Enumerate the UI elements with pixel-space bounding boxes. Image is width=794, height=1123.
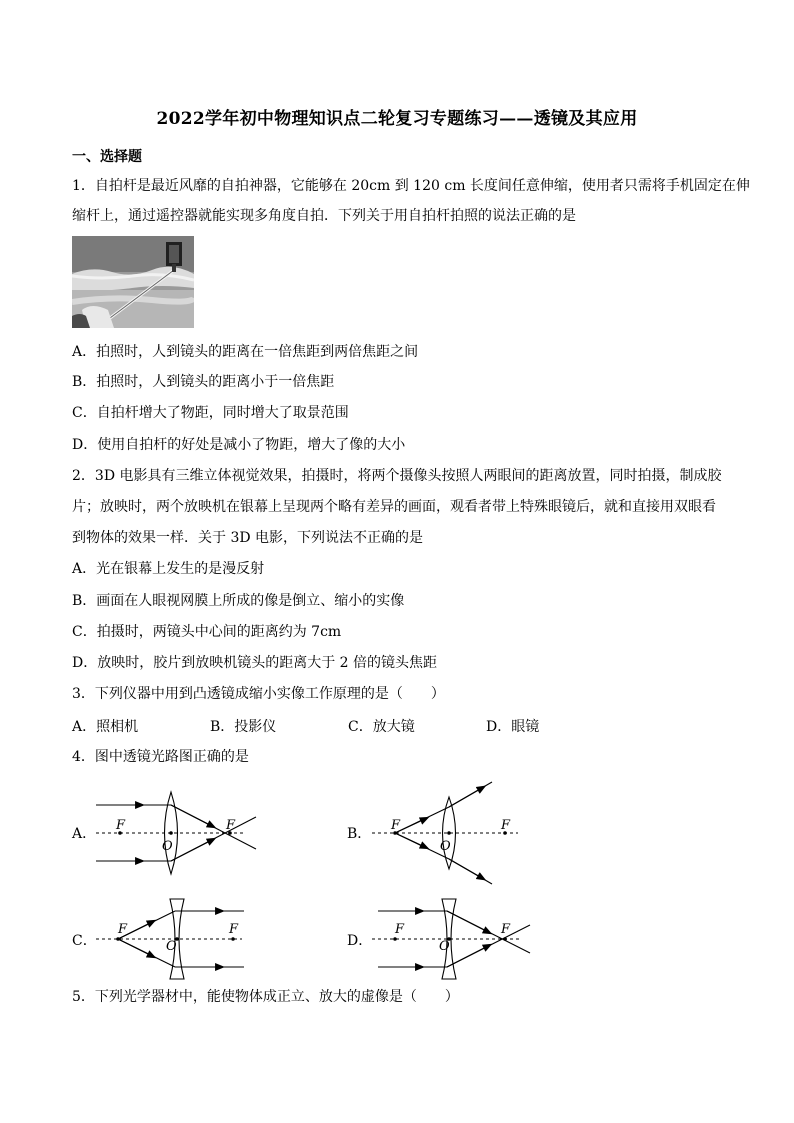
q3-option-b: B．投影仪: [210, 719, 277, 735]
section-heading: 一、选择题: [72, 149, 142, 165]
q3-option-d: D．眼镜: [486, 719, 540, 735]
q1-option-b: B．拍照时，人到镜头的距离小于一倍焦距: [72, 374, 335, 390]
diagram-a-center: O: [162, 839, 173, 854]
diagram-c-focus-left: F: [118, 922, 128, 937]
q3-stem: 3．下列仪器中用到凸透镜成缩小实像工作原理的是（ ）: [72, 686, 445, 702]
q2-stem-line3: 到物体的效果一样．关于 3D 电影，下列说法不正确的是: [72, 530, 424, 546]
q2-option-d: D．放映时，胶片到放映机镜头的距离大于 2 倍的镜头焦距: [72, 655, 438, 671]
diagram-d-center: O: [439, 939, 450, 954]
q2-stem-line2: 片；放映时，两个放映机在银幕上呈现两个略有差异的画面，观看者带上特殊眼镜后，就和直接用双眼看: [72, 499, 716, 515]
diagram-d-focus-left: F: [395, 922, 405, 937]
q4-label-b: B．: [347, 826, 372, 842]
diagram-a-focus-right: F: [226, 818, 236, 833]
diagram-a-focus-left: F: [116, 818, 126, 833]
diagram-b-focus-left: F: [391, 818, 401, 833]
q3-option-a: A．照相机: [72, 719, 139, 735]
page-title: 2022学年初中物理知识点二轮复习专题练习——透镜及其应用: [156, 109, 638, 129]
q2-option-b: B．画面在人眼视网膜上所成的像是倒立、缩小的实像: [72, 593, 405, 609]
diagram-b-center: O: [440, 839, 451, 854]
diagram-c-center: O: [166, 939, 177, 954]
q3-option-c: C．放大镜: [348, 719, 415, 735]
q1-stem-line1: 1．自拍杆是最近风靡的自拍神器，它能够在 20cm 到 120 cm 长度间任意伸缩，使用者只需将手机固定在伸: [72, 178, 750, 194]
q2-option-c: C．拍摄时，两镜头中心间的距离约为 7cm: [72, 624, 342, 640]
q4-label-c: C．: [72, 933, 97, 949]
diagram-b-focus-right: F: [501, 818, 511, 833]
q4-stem: 4．图中透镜光路图正确的是: [72, 749, 249, 765]
q2-stem-line1: 2．3D 电影具有三维立体视觉效果，拍摄时，将两个摄像头按照人两眼间的距离放置，同时拍摄，制成胶: [72, 468, 722, 484]
q1-option-c: C．自拍杆增大了物距，同时增大了取景范围: [72, 405, 349, 421]
q1-option-d: D．使用自拍杆的好处是减小了物距，增大了像的大小: [72, 437, 406, 453]
q2-option-a: A．光在银幕上发生的是漫反射: [72, 561, 265, 577]
diagram-c-focus-right: F: [229, 922, 239, 937]
diagram-d-focus-right: F: [501, 922, 511, 937]
q1-option-a: A．拍照时，人到镜头的距离在一倍焦距到两倍焦距之间: [72, 344, 419, 360]
q5-stem: 5．下列光学器材中，能使物体成正立、放大的虚像是（ ）: [72, 989, 459, 1005]
q4-label-a: A．: [72, 826, 97, 842]
q4-label-d: D．: [347, 933, 373, 949]
q1-stem-line2: 缩杆上，通过遥控器就能实现多角度自拍．下列关于用自拍杆拍照的说法正确的是: [72, 208, 576, 224]
